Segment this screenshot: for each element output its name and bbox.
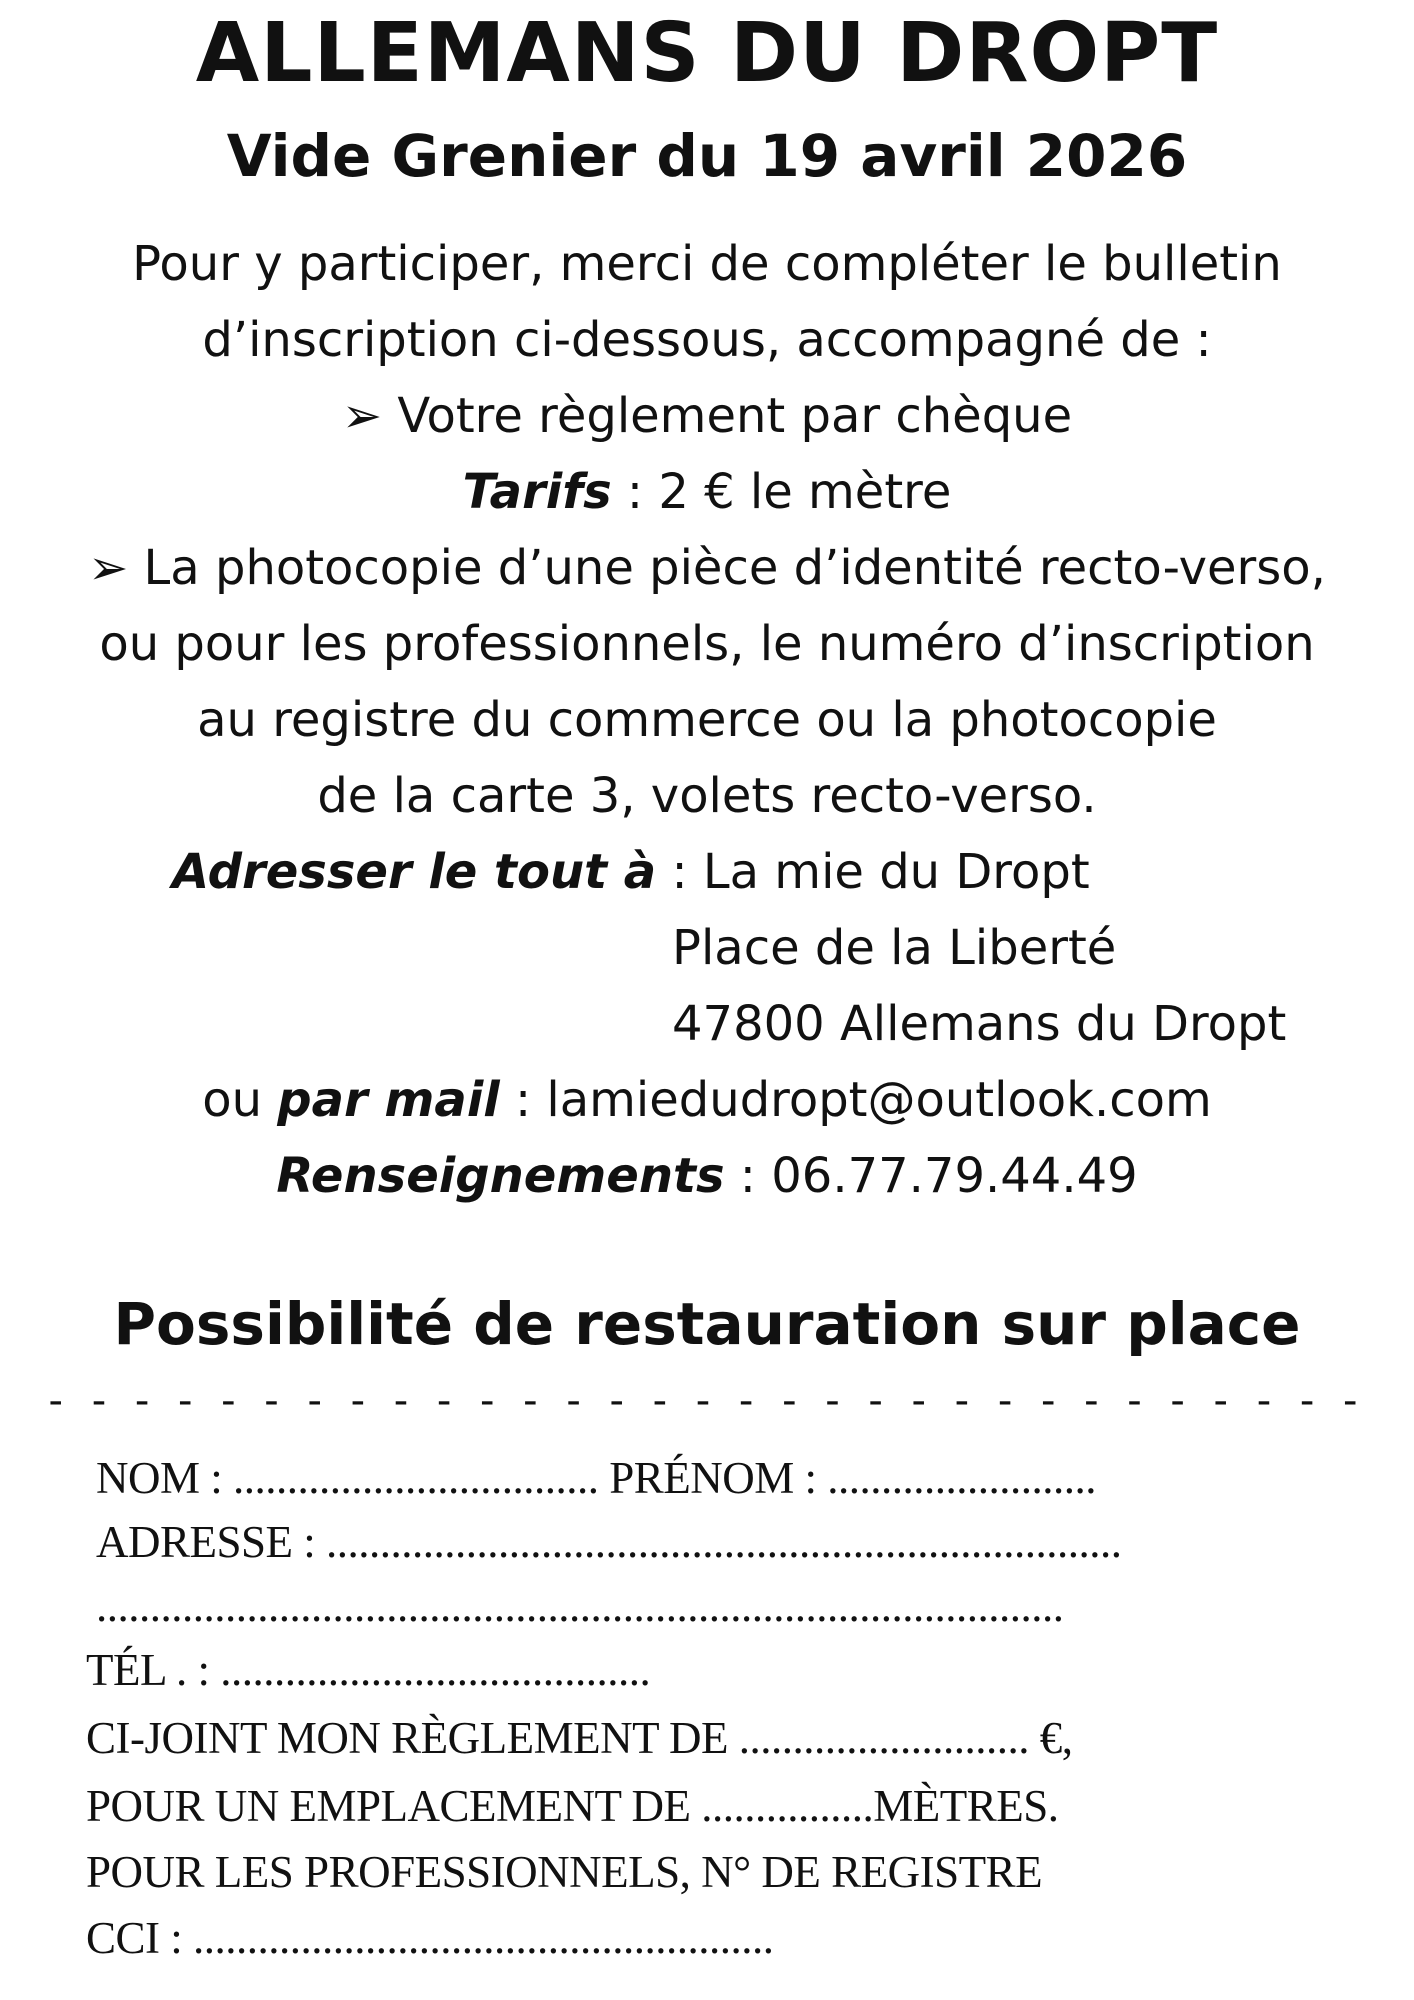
form-reglement: CI-JOINT MON RÈGLEMENT DE ........................... €, xyxy=(86,1713,1073,1763)
address-name: La mie du Dropt xyxy=(702,844,1090,900)
mail-label: par mail xyxy=(277,1072,500,1128)
info-phone: : 06.77.79.44.49 xyxy=(724,1148,1138,1204)
tarifs-line xyxy=(0,464,1414,520)
address-street: Place de la Liberté xyxy=(672,920,1117,976)
intro-line-8: de la carte 3, volets recto-verso. xyxy=(317,768,1097,824)
intro-line-7: au registre du commerce ou la photocopie xyxy=(197,692,1217,748)
mail-line xyxy=(0,1072,1414,1128)
form-tel: TÉL . : ........................................ xyxy=(86,1645,651,1695)
form-emplacement: POUR UN EMPLACEMENT DE ................MÈTRES. xyxy=(86,1781,1059,1831)
address-line-1 xyxy=(172,844,1090,900)
info-line xyxy=(0,1148,1414,1204)
form-professionnels: POUR LES PROFESSIONNELS, N° DE REGISTRE xyxy=(86,1847,1043,1897)
requirement-id-copy: ➢ La photocopie d’une pièce d’identité recto-verso, xyxy=(88,540,1326,596)
tarifs-label: Tarifs xyxy=(462,464,612,520)
form-adresse: ADRESSE : .......................................................................... xyxy=(96,1517,1122,1567)
tarifs-value: : 2 € le mètre xyxy=(611,464,952,520)
intro-line-6: ou pour les professionnels, le numéro d’inscription xyxy=(99,616,1315,672)
intro-line-1: Pour y participer, merci de compléter le bulletin xyxy=(132,236,1282,292)
mail-value: : lamiedudropt@outlook.com xyxy=(499,1072,1212,1128)
page-title: ALLEMANS DU DROPT xyxy=(195,6,1219,101)
cut-separator: - - - - - - - - - - - - - - - - - - - - - - - - - - - - - - - xyxy=(48,1378,1366,1424)
form-adresse-continued: .......................................................................................... xyxy=(96,1581,1064,1631)
event-subtitle: Vide Grenier du 19 avril 2026 xyxy=(226,122,1188,190)
address-separator: : xyxy=(656,844,703,900)
address-city: 47800 Allemans du Dropt xyxy=(672,996,1287,1052)
form-cci: CCI : ...................................................... xyxy=(86,1913,774,1963)
info-label: Renseignements xyxy=(276,1148,725,1204)
address-label: Adresser le tout à xyxy=(172,844,657,900)
mail-prefix: ou xyxy=(202,1072,278,1128)
form-nom-prenom: NOM : .................................. PRÉNOM : ......................... xyxy=(96,1453,1097,1503)
restauration-heading: Possibilité de restauration sur place xyxy=(113,1290,1301,1358)
requirement-payment: ➢ Votre règlement par chèque xyxy=(341,388,1073,444)
intro-line-2: d’inscription ci-dessous, accompagné de : xyxy=(202,312,1212,368)
